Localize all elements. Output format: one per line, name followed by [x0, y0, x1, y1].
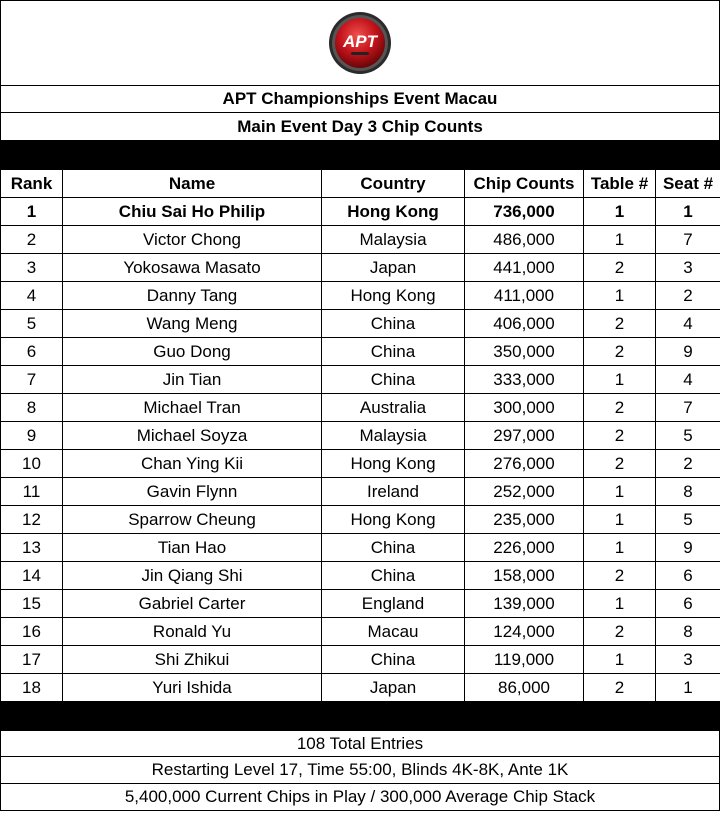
cell-table: 1: [584, 366, 656, 394]
cell-country: Japan: [322, 254, 465, 282]
cell-chip-count: 297,000: [465, 422, 584, 450]
cell-rank: 5: [1, 310, 63, 338]
table-row: [1, 534, 720, 562]
cell-country: Hong Kong: [322, 198, 465, 226]
cell-name: Michael Tran: [63, 394, 322, 422]
cell-table: 2: [584, 422, 656, 450]
cell-chip-count: 158,000: [465, 562, 584, 590]
cell-chip-count: 139,000: [465, 590, 584, 618]
table-row: [1, 310, 720, 338]
cell-name: Gavin Flynn: [63, 478, 322, 506]
logo-row: [0, 0, 720, 85]
cell-table: 1: [584, 478, 656, 506]
cell-chip-count: 411,000: [465, 282, 584, 310]
cell-rank: 2: [1, 226, 63, 254]
cell-country: Ireland: [322, 478, 465, 506]
table-row: [1, 422, 720, 450]
cell-chip-count: 736,000: [465, 198, 584, 226]
cell-name: Michael Soyza: [63, 422, 322, 450]
cell-country: Hong Kong: [322, 506, 465, 534]
cell-rank: 17: [1, 646, 63, 674]
cell-rank: 12: [1, 506, 63, 534]
cell-seat: 4: [656, 310, 720, 338]
cell-rank: 8: [1, 394, 63, 422]
logo-text: APT: [343, 32, 377, 51]
cell-table: 1: [584, 198, 656, 226]
table-row: [1, 478, 720, 506]
cell-table: 2: [584, 674, 656, 702]
apt-logo: [328, 11, 392, 75]
cell-table: 2: [584, 562, 656, 590]
cell-table: 2: [584, 310, 656, 338]
cell-table: 2: [584, 394, 656, 422]
cell-country: China: [322, 338, 465, 366]
cell-name: Victor Chong: [63, 226, 322, 254]
cell-rank: 1: [1, 198, 63, 226]
cell-chip-count: 350,000: [465, 338, 584, 366]
cell-seat: 1: [656, 198, 720, 226]
header-chip-counts: Chip Counts: [465, 170, 584, 198]
cell-seat: 4: [656, 366, 720, 394]
cell-table: 1: [584, 282, 656, 310]
cell-rank: 15: [1, 590, 63, 618]
cell-chip-count: 406,000: [465, 310, 584, 338]
cell-table: 2: [584, 450, 656, 478]
cell-chip-count: 235,000: [465, 506, 584, 534]
cell-table: 2: [584, 618, 656, 646]
header-rank: Rank: [1, 170, 63, 198]
cell-name: Yokosawa Masato: [63, 254, 322, 282]
cell-table: 1: [584, 226, 656, 254]
cell-seat: 7: [656, 226, 720, 254]
chips-in-play: 5,400,000 Current Chips in Play / 300,000 Average Chip Stack: [0, 784, 720, 811]
cell-name: Gabriel Carter: [63, 590, 322, 618]
cell-chip-count: 119,000: [465, 646, 584, 674]
cell-country: Hong Kong: [322, 450, 465, 478]
total-entries: 108 Total Entries: [0, 730, 720, 757]
table-row: [1, 618, 720, 646]
cell-country: Hong Kong: [322, 282, 465, 310]
table-row: [1, 198, 720, 226]
cell-country: China: [322, 646, 465, 674]
cell-chip-count: 276,000: [465, 450, 584, 478]
cell-country: China: [322, 534, 465, 562]
cell-country: China: [322, 366, 465, 394]
cell-rank: 9: [1, 422, 63, 450]
cell-seat: 5: [656, 422, 720, 450]
cell-chip-count: 226,000: [465, 534, 584, 562]
cell-name: Tian Hao: [63, 534, 322, 562]
header-country: Country: [322, 170, 465, 198]
header-table: Table #: [584, 170, 656, 198]
table-row: [1, 226, 720, 254]
cell-rank: 11: [1, 478, 63, 506]
cell-rank: 6: [1, 338, 63, 366]
cell-name: Chan Ying Kii: [63, 450, 322, 478]
cell-name: Danny Tang: [63, 282, 322, 310]
cell-seat: 6: [656, 590, 720, 618]
cell-seat: 9: [656, 338, 720, 366]
table-row: [1, 562, 720, 590]
cell-name: Jin Qiang Shi: [63, 562, 322, 590]
cell-seat: 3: [656, 646, 720, 674]
cell-name: Guo Dong: [63, 338, 322, 366]
cell-country: England: [322, 590, 465, 618]
header-name: Name: [63, 170, 322, 198]
cell-chip-count: 441,000: [465, 254, 584, 282]
cell-table: 1: [584, 646, 656, 674]
cell-seat: 5: [656, 506, 720, 534]
cell-name: Shi Zhikui: [63, 646, 322, 674]
cell-country: Malaysia: [322, 422, 465, 450]
cell-seat: 8: [656, 618, 720, 646]
cell-country: China: [322, 310, 465, 338]
table-row: [1, 506, 720, 534]
cell-name: Wang Meng: [63, 310, 322, 338]
cell-chip-count: 252,000: [465, 478, 584, 506]
cell-chip-count: 86,000: [465, 674, 584, 702]
cell-name: Jin Tian: [63, 366, 322, 394]
cell-name: Ronald Yu: [63, 618, 322, 646]
header-seat: Seat #: [656, 170, 720, 198]
cell-rank: 16: [1, 618, 63, 646]
table-header-row: [1, 170, 720, 198]
cell-table: 2: [584, 338, 656, 366]
cell-country: China: [322, 562, 465, 590]
cell-chip-count: 486,000: [465, 226, 584, 254]
cell-chip-count: 124,000: [465, 618, 584, 646]
cell-table: 1: [584, 590, 656, 618]
cell-table: 1: [584, 534, 656, 562]
table-row: [1, 450, 720, 478]
cell-rank: 13: [1, 534, 63, 562]
event-title: APT Championships Event Macau: [0, 85, 720, 113]
page-subtitle: Main Event Day 3 Chip Counts: [0, 113, 720, 141]
bottom-divider-bar: [0, 702, 720, 730]
table-row: [1, 674, 720, 702]
cell-name: Sparrow Cheung: [63, 506, 322, 534]
cell-rank: 10: [1, 450, 63, 478]
table-row: [1, 254, 720, 282]
cell-name: Chiu Sai Ho Philip: [63, 198, 322, 226]
cell-seat: 6: [656, 562, 720, 590]
cell-country: Macau: [322, 618, 465, 646]
cell-name: Yuri Ishida: [63, 674, 322, 702]
cell-rank: 3: [1, 254, 63, 282]
cell-country: Malaysia: [322, 226, 465, 254]
cell-rank: 18: [1, 674, 63, 702]
cell-seat: 8: [656, 478, 720, 506]
cell-seat: 2: [656, 282, 720, 310]
cell-seat: 3: [656, 254, 720, 282]
cell-chip-count: 333,000: [465, 366, 584, 394]
table-row: [1, 282, 720, 310]
cell-rank: 14: [1, 562, 63, 590]
level-info: Restarting Level 17, Time 55:00, Blinds 4K-8K, Ante 1K: [0, 757, 720, 784]
top-divider-bar: [0, 141, 720, 169]
cell-seat: 9: [656, 534, 720, 562]
cell-table: 2: [584, 254, 656, 282]
cell-table: 1: [584, 506, 656, 534]
table-row: [1, 338, 720, 366]
cell-rank: 4: [1, 282, 63, 310]
table-row: [1, 646, 720, 674]
cell-seat: 2: [656, 450, 720, 478]
table-row: [1, 590, 720, 618]
cell-seat: 1: [656, 674, 720, 702]
cell-chip-count: 300,000: [465, 394, 584, 422]
cell-rank: 7: [1, 366, 63, 394]
table-row: [1, 394, 720, 422]
chip-count-table: [0, 169, 720, 702]
cell-country: Japan: [322, 674, 465, 702]
cell-seat: 7: [656, 394, 720, 422]
table-row: [1, 366, 720, 394]
cell-country: Australia: [322, 394, 465, 422]
